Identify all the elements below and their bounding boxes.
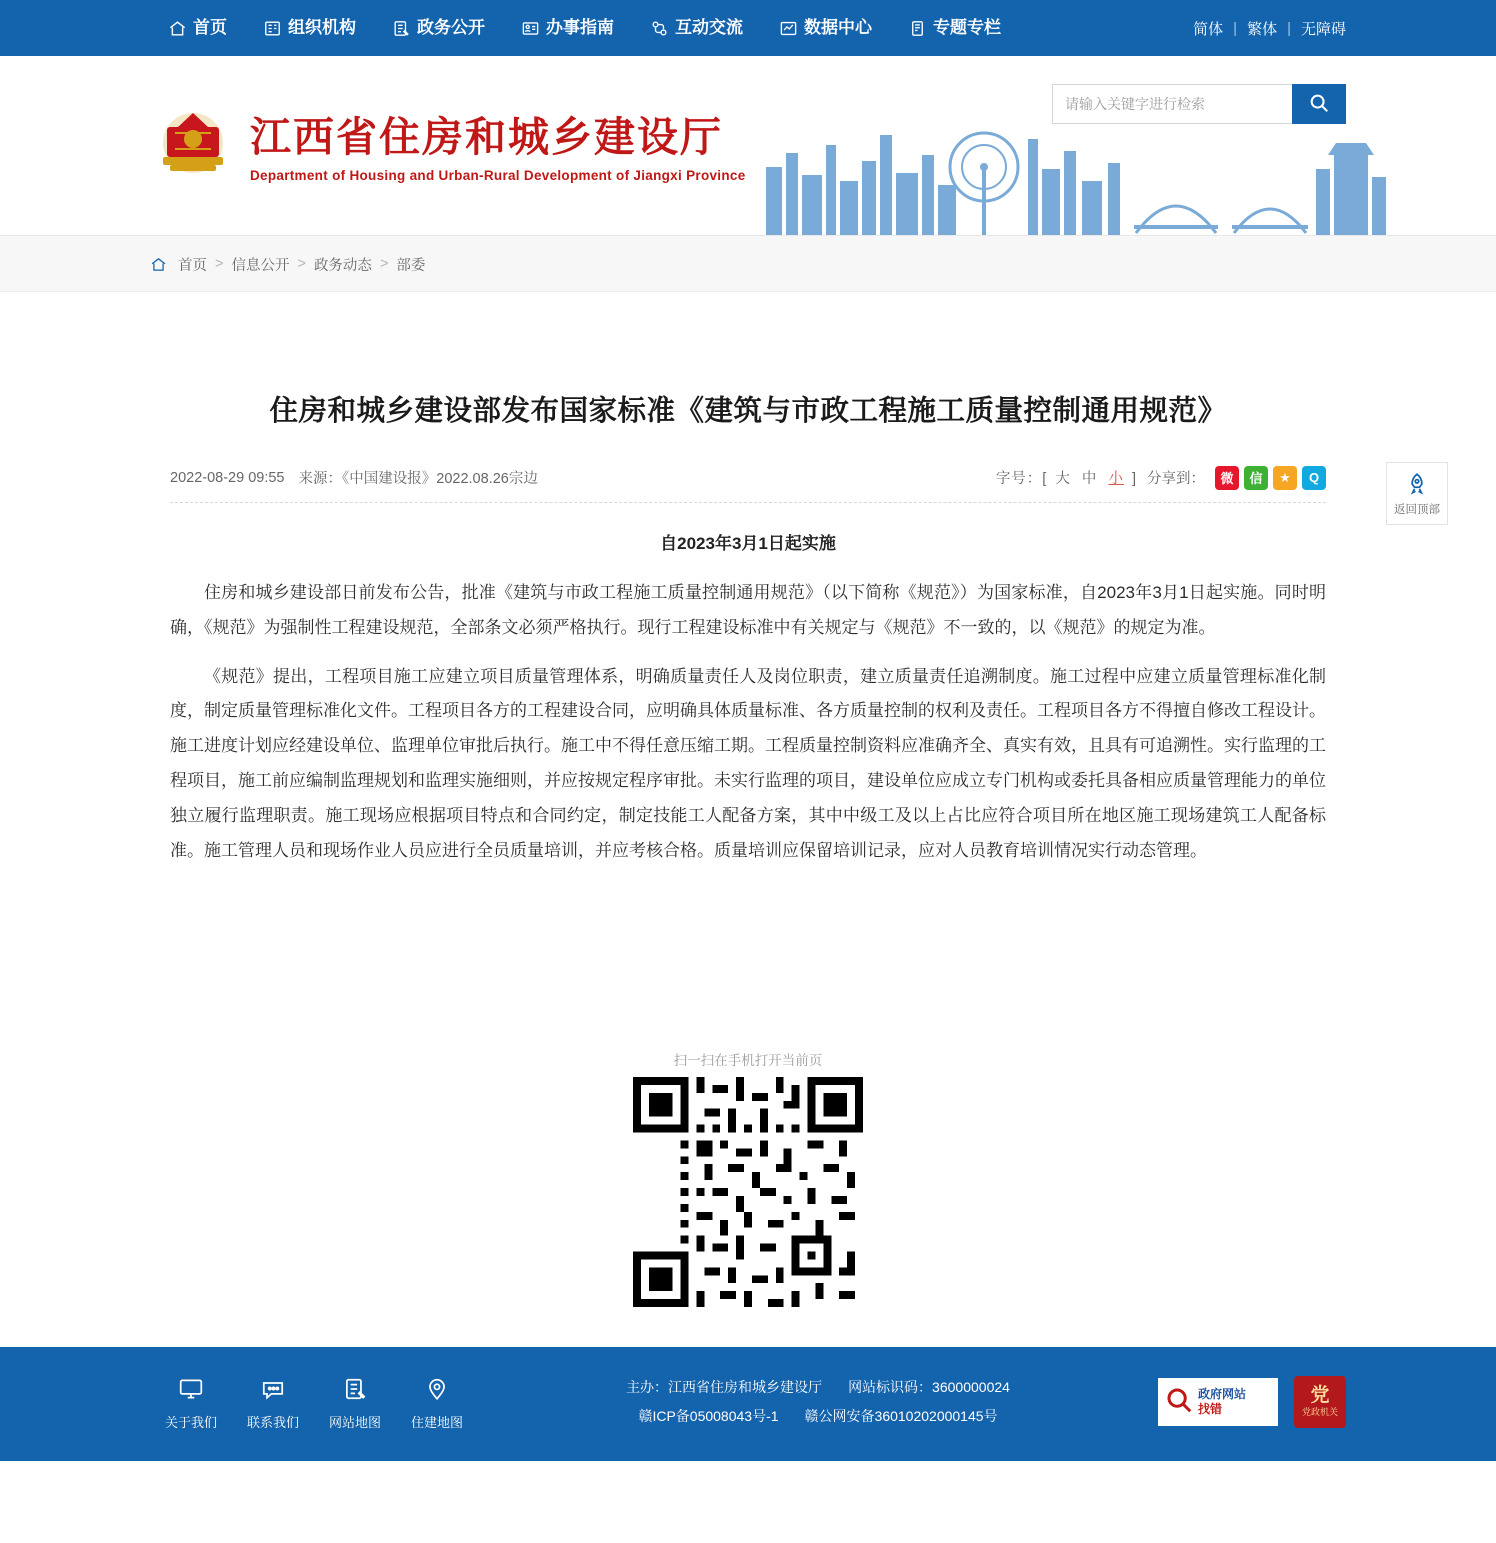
nav-item-service-guide[interactable] — [503, 0, 632, 56]
footer-item-label: 网站地图 — [328, 1414, 381, 1430]
site-header — [0, 56, 1496, 236]
article-title: 住房和城乡建设部发布国家标准《建筑与市政工程施工质量控制通用规范》 — [269, 395, 1227, 427]
footer-item-contact-us[interactable] — [232, 1374, 314, 1431]
footer-site-id: 网站标识码：3600000024 — [848, 1378, 1010, 1395]
dang-badge-label: 党政机关 — [1301, 1407, 1338, 1418]
footer-nav — [150, 1374, 478, 1431]
font-size-label: 字号：[ — [995, 471, 1048, 488]
article-source: 来源：《中国建设报》2022.08.26宗边 — [298, 471, 538, 488]
footer-item-housing-map[interactable] — [396, 1374, 478, 1431]
gov-badge-text — [1198, 1387, 1246, 1417]
nav-item-label: 组织机构 — [288, 18, 356, 37]
lang-separator-2: | — [1287, 19, 1291, 37]
font-size-medium[interactable]: 中 — [1081, 471, 1098, 488]
nav-item-home[interactable] — [150, 0, 245, 56]
site-title-block — [250, 108, 746, 182]
article-subheading: 自2023年3月1日起实施 — [660, 533, 836, 553]
location-icon — [396, 1374, 478, 1404]
footer-host: 主办：江西省住房和城乡建设厅 — [626, 1378, 823, 1395]
font-size-large[interactable]: 大 — [1055, 471, 1071, 488]
page-title: 江西省住房和城乡建设厅 — [250, 113, 723, 162]
city-skyline-decoration — [756, 115, 1396, 235]
chat-icon — [232, 1374, 314, 1404]
qr-code-block — [628, 1049, 868, 1307]
font-size-control — [996, 467, 1137, 488]
article-date: 2022-08-29 09:55 — [170, 469, 285, 486]
nav-item-label: 数据中心 — [804, 18, 872, 37]
weibo-share-icon[interactable]: 微 — [1215, 466, 1239, 490]
page-qr-code — [633, 1077, 863, 1307]
article-paragraph: 《规范》提出，工程项目施工应建立项目质量管理体系，明确质量责任人及岗位职责，建立质量责任追溯制度。施工过程中应建立质量管理标准化制度，制定质量管理标准化文件。工程项目各方的工程建设合同，应明确具体质量标准、各方质量控制的权利及责任。工程项目各方不得擅自修改工程设计。施工进度计划应经建设单位、监理单位审批后执行。施工中不得任意压缩工期。工程质量控制资料应准确齐全、真实有效，且具有可追溯性。实行监理的工程项目，施工前应编制监理规划和监理实施细则，并应按规定程序审批。未实行监理的项目，建设单位应成立专门机构或委托具备相应质量管理能力的单位独立履行监理职责。施工现场应根据项目特点和合同约定，制定技能工人配备方案，其中中级工及以上占比应符合项目所在地区施工现场建筑工人配备标准。施工管理人员和现场作业人员应进行全员质量培训，并应考核合格。质量培训应保留培训记录，应对人员教育培训情况实行动态管理。 — [170, 666, 1326, 860]
footer-icp[interactable]: 赣ICP备05008043号-1 — [638, 1408, 779, 1425]
breadcrumb-item-home[interactable]: 首页 — [178, 257, 207, 274]
footer-badges — [1158, 1376, 1346, 1428]
footer-item-label: 住建地图 — [410, 1414, 463, 1430]
doc-icon — [392, 19, 411, 38]
favorite-share-icon[interactable]: ★ — [1273, 466, 1297, 490]
font-size-small[interactable]: 小 — [1108, 471, 1124, 488]
magnifier-icon — [1164, 1385, 1194, 1420]
footer-item-sitemap[interactable] — [314, 1374, 396, 1431]
page-body — [0, 292, 1496, 1347]
nav-item-label: 首页 — [193, 18, 227, 37]
nav-item-label: 政务公开 — [417, 18, 485, 37]
nav-item-list — [150, 0, 1193, 56]
nav-item-label: 互动交流 — [675, 18, 743, 37]
search-input[interactable] — [1052, 84, 1292, 124]
column-icon — [908, 19, 927, 38]
guide-icon — [521, 19, 540, 38]
breadcrumb-separator: > — [297, 256, 306, 272]
nav-item-government-disclosure[interactable] — [374, 0, 503, 56]
footer-item-about-us[interactable] — [150, 1374, 232, 1431]
gov-badge-line2: 找错 — [1198, 1402, 1223, 1417]
monitor-icon — [150, 1374, 232, 1404]
qr-caption: 扫一扫在手机打开当前页 — [673, 1052, 823, 1068]
lang-simplified[interactable]: 简体 — [1193, 20, 1224, 38]
breadcrumb-item-government-news[interactable]: 政务动态 — [313, 257, 372, 274]
gov-badge-line1: 政府网站 — [1198, 1387, 1247, 1402]
gov-website-report-badge[interactable] — [1158, 1378, 1278, 1426]
wechat-share-icon[interactable]: 信 — [1244, 466, 1268, 490]
org-icon — [263, 19, 282, 38]
breadcrumb-separator: > — [379, 256, 389, 272]
breadcrumb-bar — [0, 236, 1496, 292]
nav-item-data-center[interactable] — [761, 0, 890, 56]
breadcrumb-separator: > — [215, 256, 224, 272]
top-navigation-bar — [0, 0, 1496, 56]
home-icon — [150, 256, 167, 273]
search-icon — [1308, 92, 1330, 117]
breadcrumb-item-info-disclosure[interactable]: 信息公开 — [231, 257, 290, 274]
dang-badge-glyph: 党 — [1310, 1385, 1330, 1407]
home-icon — [168, 19, 187, 38]
article-paragraph: 住房和城乡建设部日前发布公告，批准《建筑与市政工程施工质量控制通用规范》（以下简称《规范》）为国家标准，自2023年3月1日起实施。同时明确，《规范》为强制性工程建设规范，全部条文必须严格执行。现行工程建设标准中有关规定与《规范》不一致的，以《规范》的规定为准。 — [170, 582, 1326, 637]
nav-item-special-columns[interactable] — [890, 0, 1019, 56]
lang-accessibility[interactable]: 无障碍 — [1300, 20, 1346, 38]
lang-separator-1: | — [1233, 19, 1238, 37]
nav-item-organization[interactable] — [245, 0, 374, 56]
share-icon-group — [1215, 466, 1326, 490]
font-size-label-end: ] — [1131, 471, 1137, 488]
breadcrumb — [0, 236, 1496, 292]
footer-police-record[interactable]: 赣公网安备36010202000145号 — [804, 1408, 998, 1425]
national-emblem — [150, 103, 236, 189]
breadcrumb-item-ministry[interactable]: 部委 — [396, 257, 426, 274]
article-container — [150, 292, 1440, 1307]
rocket-icon — [1389, 471, 1445, 502]
footer-item-label: 关于我们 — [164, 1414, 217, 1430]
nav-item-label: 办事指南 — [546, 18, 614, 37]
qq-share-icon[interactable]: Q — [1302, 466, 1326, 490]
article-meta-row — [170, 466, 1326, 503]
chart-icon — [779, 19, 798, 38]
back-to-top-button[interactable] — [1386, 462, 1448, 525]
site-subtitle: Department of Housing and Urban-Rural Development of Jiangxi Province — [250, 167, 746, 183]
gov-agency-identity-badge[interactable] — [1294, 1376, 1346, 1428]
interaction-icon — [650, 19, 669, 38]
back-to-top-label: 返回顶部 — [1394, 503, 1440, 516]
sitemap-icon — [314, 1374, 396, 1404]
language-switcher — [1193, 18, 1346, 39]
nav-item-label: 专题专栏 — [933, 18, 1001, 37]
share-label: 分享到： — [1147, 471, 1205, 488]
search-box — [1052, 84, 1346, 124]
nav-item-interaction[interactable] — [632, 0, 761, 56]
site-footer — [0, 1347, 1496, 1462]
search-button[interactable] — [1292, 84, 1346, 124]
lang-traditional[interactable]: 繁体 — [1247, 20, 1278, 38]
footer-item-label: 联系我们 — [246, 1414, 299, 1430]
footer-info — [478, 1373, 1158, 1432]
